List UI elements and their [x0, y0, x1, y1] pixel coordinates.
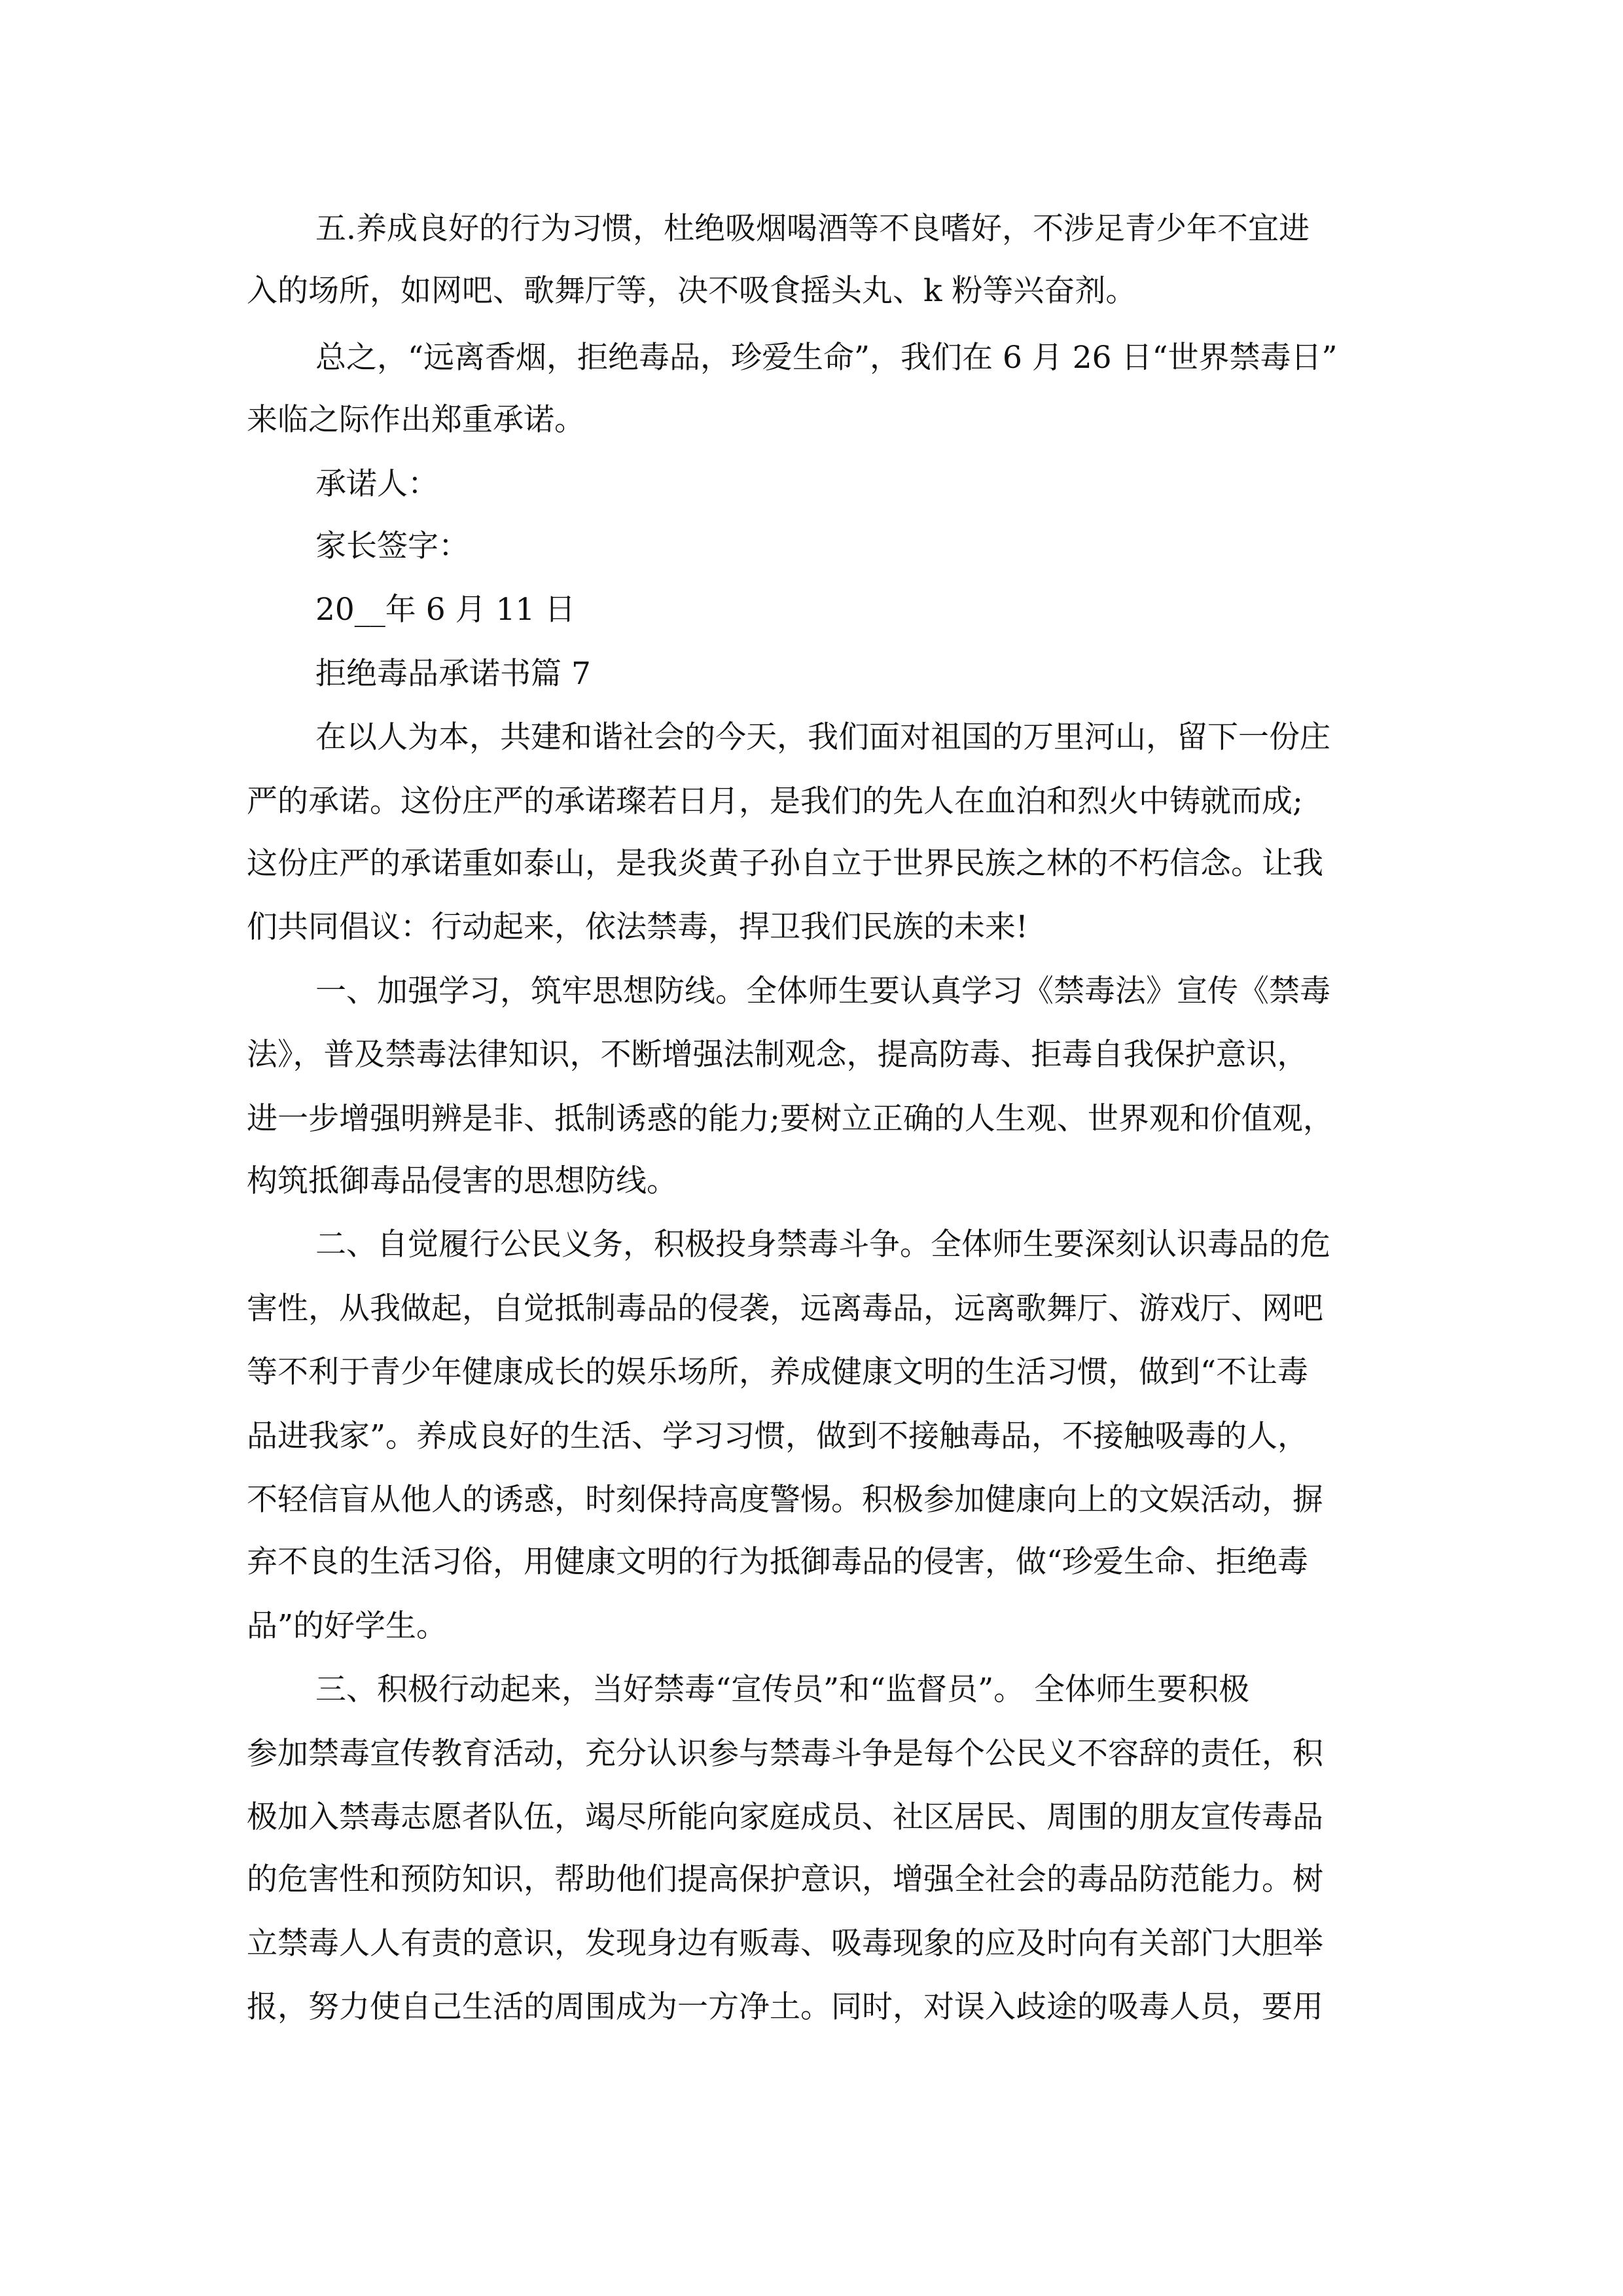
text-line: 报，努力使自己生活的周围成为一方净土。同时，对误入歧途的吸毒人员，要用 — [247, 1989, 1323, 2025]
text-line: 弃不良的生活习俗，用健康文明的行为抵御毒品的侵害，做“珍爱生命、拒绝毒 — [247, 1544, 1309, 1580]
text-line: 二、自觉履行公民义务，积极投身禁毒斗争。全体师生要深刻认识毒品的危 — [315, 1227, 1330, 1263]
text-line: 等不利于青少年健康成长的娱乐场所，养成健康文明的生活习惯，做到“不让毒 — [247, 1354, 1309, 1390]
text-line: 五.养成良好的行为习惯，杜绝吸烟喝酒等不良嗜好，不涉足青少年不宜进 — [315, 211, 1310, 247]
text-line: 品进我家”。养成良好的生活、学习习惯，做到不接触毒品，不接触吸毒的人， — [247, 1418, 1309, 1454]
text-line: 严的承诺。这份庄严的承诺璨若日月，是我们的先人在血泊和烈火中铸就而成; — [247, 783, 1303, 819]
text-line: 立禁毒人人有责的意识，发现身边有贩毒、吸毒现象的应及时向有关部门大胆举 — [247, 1926, 1323, 1962]
text-line: 法》，普及禁毒法律知识，不断增强法制观念，提高防毒、拒毒自我保护意识， — [247, 1037, 1308, 1073]
text-line: 在以人为本，共建和谐社会的今天，我们面对祖国的万里河山，留下一份庄 — [315, 719, 1330, 755]
text-line: 的危害性和预防知识，帮助他们提高保护意识，增强全社会的毒品防范能力。树 — [247, 1861, 1323, 1897]
date-line: 20__年 6 月 11 日 — [315, 592, 576, 628]
text-line: 一、加强学习，筑牢思想防线。全体师生要认真学习《禁毒法》宣传《禁毒 — [315, 973, 1330, 1009]
text-line: 这份庄严的承诺重如泰山，是我炎黄子孙自立于世界民族之林的不朽信念。让我 — [247, 846, 1323, 882]
text-line: 进一步增强明辨是非、抵制诱惑的能力;要树立正确的人生观、世界观和价值观， — [247, 1101, 1334, 1137]
section-title: 拒绝毒品承诺书篇 7 — [315, 656, 591, 692]
text-line: 极加入禁毒志愿者队伍，竭尽所能向家庭成员、社区居民、周围的朋友宣传毒品 — [247, 1799, 1323, 1835]
text-line: 总之，“远离香烟，拒绝毒品，珍爱生命”，我们在 6 月 26 日“世界禁毒日” — [315, 340, 1338, 376]
text-line: 品”的好学生。 — [247, 1608, 448, 1644]
parent-signature-label: 家长签字： — [315, 528, 469, 564]
text-line: 入的场所，如网吧、歌舞厅等，决不吸食摇头丸、k 粉等兴奋剂。 — [247, 273, 1137, 309]
promiser-label: 承诺人： — [315, 466, 438, 502]
text-line: 参加禁毒宣传教育活动，充分认识参与禁毒斗争是每个公民义不容辞的责任，积 — [247, 1736, 1323, 1772]
text-line: 们共同倡议：行动起来，依法禁毒，捍卫我们民族的未来! — [247, 909, 1028, 945]
text-line: 三、积极行动起来，当好禁毒“宣传员”和“监督员”。 全体师生要积极 — [315, 1672, 1250, 1708]
text-line: 构筑抵御毒品侵害的思想防线。 — [247, 1163, 677, 1199]
text-line: 害性，从我做起，自觉抵制毒品的侵袭，远离毒品，远离歌舞厅、游戏厅、网吧 — [247, 1291, 1323, 1327]
text-line: 不轻信盲从他人的诱惑，时刻保持高度警惕。积极参加健康向上的文娱活动，摒 — [247, 1482, 1323, 1518]
text-line: 来临之际作出郑重承诺。 — [247, 402, 585, 438]
